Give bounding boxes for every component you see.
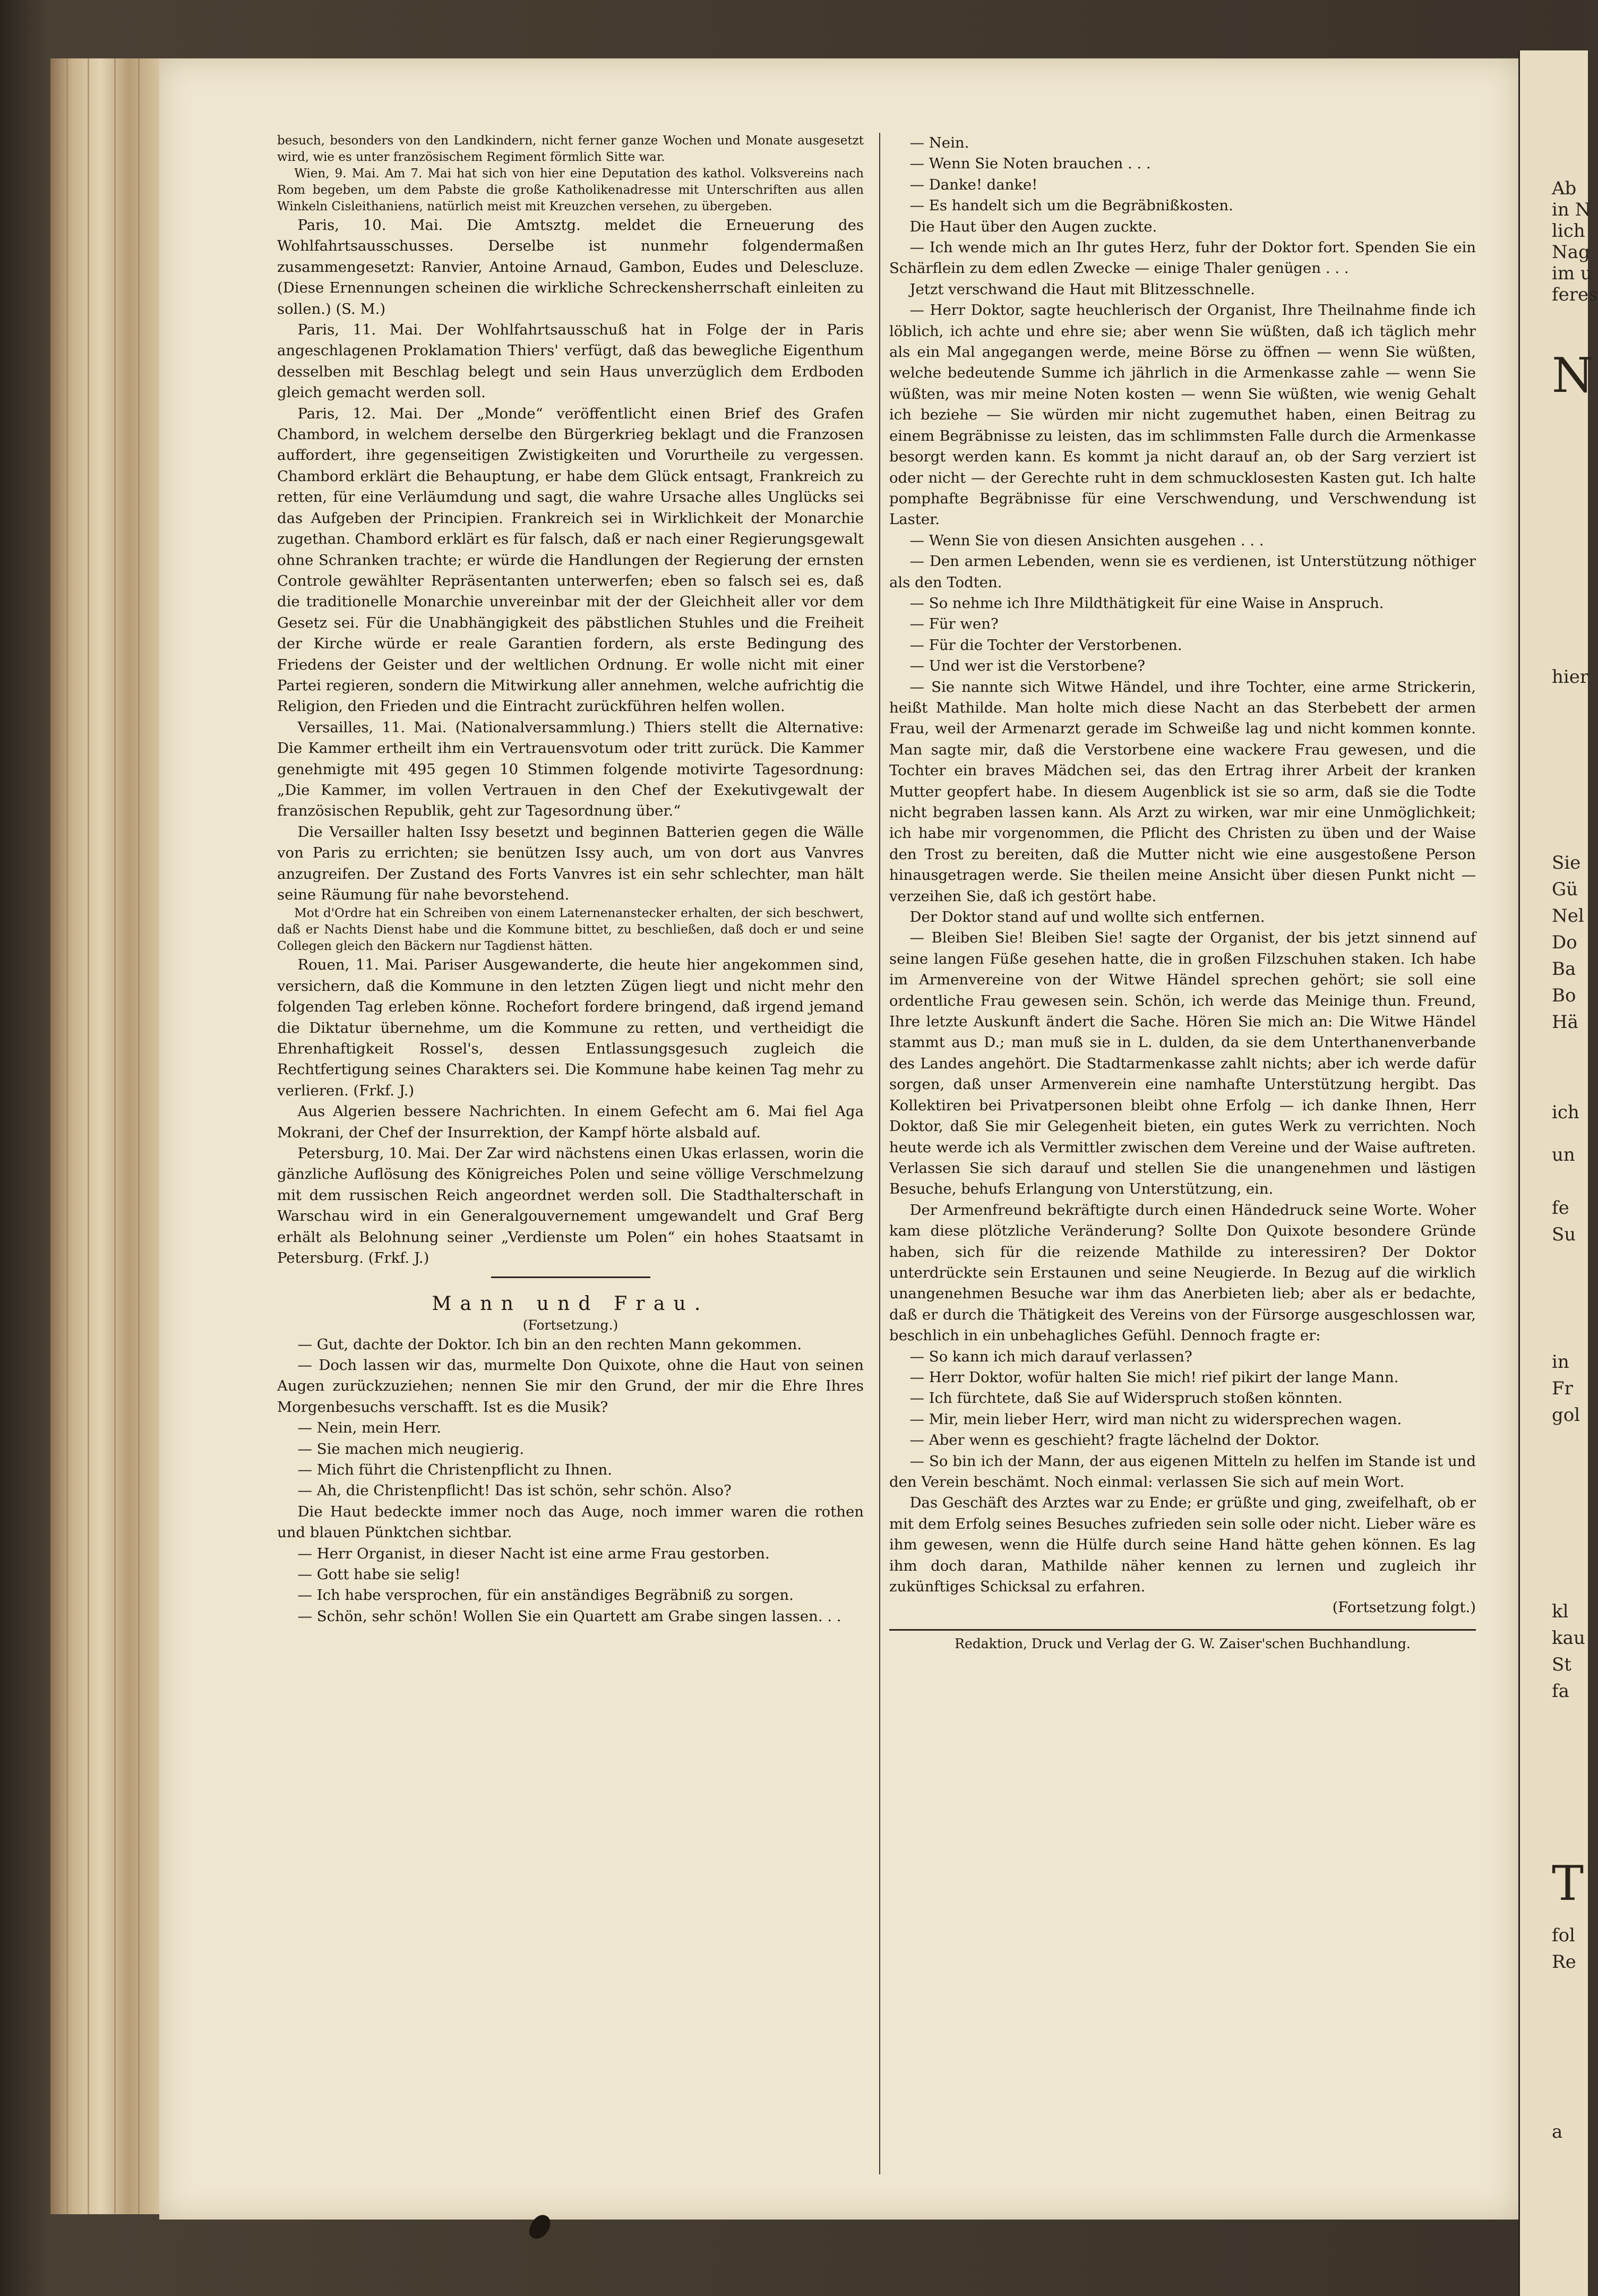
book-spine-edges [50, 58, 162, 2214]
story-paragraph: — Danke! danke! [909, 176, 1038, 193]
story-paragraph: — Wenn Sie Noten brauchen . . . [909, 155, 1151, 173]
fragment: Gü [1552, 879, 1578, 900]
fragment: T [1552, 1856, 1584, 1912]
fragment: kl [1552, 1601, 1569, 1622]
story-paragraph: — Wenn Sie von diesen Ansichten ausgehen . . . [909, 532, 1264, 549]
fragment: gol [1552, 1404, 1580, 1426]
fragment: Hä [1552, 1012, 1578, 1033]
fragment: feres [1552, 284, 1598, 305]
fragment: Do [1552, 932, 1577, 953]
news-item: besuch, besonders von den Landkindern, nicht ferner ganze Wochen und Monate ausgesetzt wird, wie es unter französischem Regiment förmlich Sitte war. [277, 134, 864, 164]
fragment: in N [1552, 199, 1591, 220]
story-paragraph: — Aber wenn es geschieht? fragte lächelnd der Doktor. [909, 1432, 1320, 1449]
fragment: Sie [1552, 852, 1581, 873]
story-paragraph: Die Haut über den Augen zuckte. [909, 218, 1157, 235]
news-item-petersburg: Petersburg, 10. Mai. Der Zar wird nächstens einen Ukas erlassen, worin die gänzliche Auflösung des Königreiches Polen und seine völlige Verschmelzung mit dem russischen Reich angeordnet werden soll. Die Stadthalterschaft in Warschau wird in ein Generalgouvernement umgewandelt und Graf Berg erhält als Belohnung seiner „Verdienste um Polen“ ein hohes Staatsamt in Petersburg. (Frkf. J.) [277, 1145, 864, 1267]
footer-rule [889, 1629, 1476, 1631]
fragment: Nel [1552, 905, 1584, 927]
story-paragraph: — Für wen? [909, 615, 999, 633]
newspaper-page [159, 58, 1518, 2220]
section-divider [491, 1276, 650, 1278]
fragment: a [1552, 2121, 1563, 2143]
story-paragraph: — Doch lassen wir das, murmelte Don Quixote, ohne die Haut von seinen Augen zurückzuziehen; nennen Sie mir den Grund, der mir die Ehre Ihres Morgenbesuchs verschafft. Ist es die Musik? [277, 1356, 864, 1416]
story-paragraph: Das Geschäft des Arztes war zu Ende; er grüßte und ging, zweifelhaft, ob er mit dem Erfolg seines Besuches zufrieden sein solle oder nicht. Lieber wäre es ihm gewesen, wenn die Hülfe durch seine Hand hätte gehen können. Es lag ihm doch daran, Mathilde näher kennen zu lernen und zugleich ihr zukünftiges Schicksal zu erfahren. [889, 1494, 1476, 1596]
story-paragraph: Jetzt verschwand die Haut mit Blitzesschnelle. [909, 280, 1255, 298]
news-item-wien: Wien, 9. Mai. Am 7. Mai hat sich von hier eine Deputation des kathol. Volksvereins nach Rom begeben, um dem Pabste die große Katholikenadresse mit Unterschriften aus allen Winkeln Cisleithaniens, natürlich meist mit Kreuzchen versehen, zu übergeben. [277, 167, 864, 213]
left-column [277, 133, 864, 1627]
imprint: Redaktion, Druck und Verlag der G. W. Zaiser'schen Buchhandlung. [955, 1635, 1411, 1651]
story-paragraph: — Für die Tochter der Verstorbenen. [909, 636, 1182, 654]
fragment: un [1552, 1144, 1575, 1166]
story-subtitle: (Fortsetzung.) [522, 1317, 618, 1333]
story-paragraph: — Sie nannte sich Witwe Händel, und ihre Tochter, eine arme Strickerin, heißt Mathilde. Man holte mich diese Nacht an das Sterbebett der armen Frau, weil der Armenarzt gerade im Schweiße lag und nicht kommen konnte. Man sagte mir, daß die Verstorbene eine wackere Frau gewesen, und die Tochter ein braves Mädchen sei, das den Ertrag ihrer Arbeit der kranken Mutter geopfert habe. In diesem Augenblick ist sie so arm, daß sie die Todte nicht begraben lassen kann. Als Arzt zu wirken, war mir eine Unmöglichkeit; ich habe mir vorgenommen, die Pflicht des Christen zu üben und der Waise den Trost zu bereiten, daß die Mutter nicht wie eine ausgestoßene Person hinausgetragen werde. Sie theilen meine Ansicht über diesen Punkt nicht — verzeihen Sie, daß ich gestört habe. [889, 678, 1476, 905]
story-paragraph: — Den armen Lebenden, wenn sie es verdienen, ist Unterstützung nöthiger als den Todten. [889, 553, 1476, 591]
fragment: fa [1552, 1681, 1569, 1702]
story-paragraph: — Herr Doktor, sagte heuchlerisch der Organist, Ihre Theilnahme finde ich löblich, ich achte und ehre sie; aber wenn Sie wüßten, daß ich täglich mehr als ein Mal angegangen werde, meine Börse zu öffnen — wenn Sie wüßten, welche bedeutende Summe ich jährlich in die Armenkasse zahle — wenn Sie wüßten, was mir meine Noten kosten — wenn Sie wüßten, wie wenig Gehalt ich beziehe — Sie würden mir nicht zugemuthet haben, einen Beitrag zu einem Begräbnisse zu leisten, das im schlimmsten Falle durch die Armenkasse besorgt werden kann. Es kommt ja nicht darauf an, ob der Sarg verziert ist oder nicht — der Gerechte ruht in dem schmucklosesten Kasten gut. Ich halte pomphafte Begräbnisse für eine Verschwendung, und Verschwendung ist Laster. [889, 302, 1476, 528]
news-item-paris-12: Paris, 12. Mai. Der „Monde“ veröffentlicht einen Brief des Grafen Chambord, in welchem derselbe den Bürgerkrieg beklagt und die Franzosen auffordert, ihre gegenseitigen Zwistigkeiten und Vorurtheile zu vergessen. Chambord erklärt die Behauptung, er habe dem Glück entsagt, Frankreich zu retten, für eine Verläumdung und sagt, die wahre Ursache alles Unglücks sei das Aufgeben der Principien. Frankreich sei in Wirklichkeit der Monarchie zugethan. Chambord erklärt es für falsch, daß er nach einer Regierungsgewalt ohne Schranken trachte; er würde die Handlungen der Regierung der ernsten Controle gewählter Repräsentanten unterwerfen; eben so falsch sei es, daß die traditionelle Monarchie unvereinbar mit der der Gleichheit aller vor dem Gesetz sei. Für die Unabhängigkeit des päbstlichen Stuhles und die Freiheit der Kirche würde er reale Garantien fordern, als erste Bedingung des Friedens der Geister und der weltlichen Ordnung. Er wolle nicht mit einer Partei regieren, sondern die Mitwirkung aller annehmen, welche aufrichtig die Religion, den Frieden und die Eintracht zurückführen helfen wollen. [277, 405, 864, 715]
news-item-mot-dordre: Mot d'Ordre hat ein Schreiben von einem Laternenanstecker erhalten, der sich beschwert, daß er Nachts Dienst habe und die Kommune bittet, zu beschließen, daß doch er und seine Collegen gleich den Bäckern nur Tagdienst hätten. [277, 906, 864, 954]
story-paragraph: — Herr Doktor, wofür halten Sie mich! rief pikirt der lange Mann. [909, 1368, 1399, 1386]
fragment: Bo [1552, 985, 1576, 1006]
story-paragraph: Der Doktor stand auf und wollte sich entfernen. [909, 909, 1265, 926]
fragment: St [1552, 1654, 1571, 1675]
fragment: N [1552, 348, 1594, 404]
story-paragraph: — So bin ich der Mann, der aus eigenen Mitteln zu helfen im Stande ist und den Verein beschämt. Noch einmal: verlassen Sie sich auf mein Wort. [889, 1452, 1476, 1490]
continuation-note: (Fortsetzung folgt.) [1332, 1599, 1476, 1616]
story-paragraph: Die Haut bedeckte immer noch das Auge, noch immer waren die rothen und blauen Pünktchen sichtbar. [277, 1503, 864, 1541]
news-item-algerien: Aus Algerien bessere Nachrichten. In einem Gefecht am 6. Mai fiel Aga Mokrani, der Chef der Insurrektion, der Kampf hörte alsbald auf. [277, 1103, 864, 1141]
news-item-rouen: Rouen, 11. Mai. Pariser Ausgewanderte, die heute hier angekommen sind, versichern, daß die Kommune in den letzten Zügen liegt und nicht mehr den folgenden Tag erleben könne. Rochefort fordere bringend, daß irgend jemand die Diktatur übernehme, um die Kommune zu retten, und vertheidigt die Ehrenhaftigkeit Rossel's, dessen Entlassungsgesuch zugleich die Rechtfertigung seines Charakters sei. Die Kommune habe keinen Tag mehr zu verlieren. (Frkf. J.) [277, 956, 864, 1099]
news-item-paris-11: Paris, 11. Mai. Der Wohlfahrtsausschuß hat in Folge der in Paris angeschlagenen Proklamation Thiers' verfügt, daß das bewegliche Eigenthum desselben mit Beschlag belegt und sein Haus unverzüglich dem Erdboden gleich gemacht werden soll. [277, 321, 864, 401]
story-paragraph: — Ich fürchtete, daß Sie auf Widerspruch stoßen könnten. [909, 1390, 1343, 1407]
story-paragraph: — Ah, die Christenpflicht! Das ist schön, sehr schön. Also? [297, 1482, 732, 1500]
story-paragraph: — Gut, dachte der Doktor. Ich bin an den rechten Mann gekommen. [297, 1335, 802, 1353]
story-paragraph: — Nein. [909, 134, 969, 151]
fragment: Ab [1552, 178, 1577, 199]
story-paragraph: — Sie machen mich neugierig. [297, 1440, 525, 1458]
fragment: in [1552, 1351, 1569, 1373]
fragment: hier [1552, 666, 1589, 688]
right-column [889, 133, 1476, 1653]
story-paragraph: — Mir, mein lieber Herr, wird man nicht zu widersprechen wagen. [909, 1410, 1402, 1428]
fragment: Re [1552, 1951, 1576, 1973]
fragment: Nag [1552, 242, 1590, 263]
column-rule [879, 133, 880, 2174]
story-paragraph: — Ich wende mich an Ihr gutes Herz, fuhr der Doktor fort. Spenden Sie ein Schärflein zu dem edlen Zwecke — einige Thaler genügen . . . [889, 239, 1476, 277]
fragment: ich [1552, 1102, 1579, 1123]
fragment: fol [1552, 1925, 1575, 1946]
story-paragraph: — Es handelt sich um die Begräbnißkosten. [909, 197, 1233, 215]
story-paragraph: — Gott habe sie selig! [297, 1565, 461, 1583]
fragment: kau [1552, 1627, 1585, 1649]
fragment: Ba [1552, 958, 1576, 980]
news-item-paris-10: Paris, 10. Mai. Die Amtsztg. meldet die Erneuerung des Wohlfahrtsausschusses. Derselbe ist nunmehr folgendermaßen zusammengesetzt: Ranvier, Antoine Arnaud, Gambon, Eudes und Delescluze. (Diese Ernennungen scheinen die wirkliche Schreckensherrschaft einleiten zu sollen.) (S. M.) [277, 217, 864, 318]
adjacent-page-edge [1518, 50, 1598, 2296]
news-item-versailles: Versailles, 11. Mai. (Nationalversammlung.) Thiers stellt die Alternative: Die Kammer ertheilt ihm ein Vertrauensvotum oder tritt zurück. Die Kammer genehmigte mit 495 gegen 10 Stimmen folgende motivirte Tagesordnung: „Die Kammer, im vollen Vertrauen in den Chef der Exekutivgewalt der französischen Republik, geht zur Tagesordnung über.“ [277, 718, 864, 820]
story-paragraph: — Und wer ist die Verstorbene? [909, 657, 1146, 675]
story-paragraph: — Bleiben Sie! Bleiben Sie! sagte der Organist, der bis jetzt sinnend auf seine langen Füße gesehen hatte, die in großen Filzschuhen staken. Ich habe im Armenvereine von der Witwe Händel sprechen gehört; sie soll eine ordentliche Frau gewesen sein. Schön, ich werde das Meinige thun. Freund, Ihre letzte Auskunft ändert die Sache. Hören Sie mich an: Die Witwe Händel stammt aus D.; man muß sie in L. dulden, da sie dem Unterthanenverbande des Landes angehört. Die Stadtarmenkasse zahlt nichts; aber ich werde dafür sorgen, daß unser Armenverein eine namhafte Unterstützung hergibt. Das Kollektiren bei Privatpersonen bleibt ohne Erfolg — ich danke Ihnen, Herr Doktor, daß Sie mir Gelegenheit bieten, ein gutes Werk zu verrichten. Noch heute werde ich als Vermittler zwischen dem Vereine und der Waise auftreten. Verlassen Sie sich darauf und stellen Sie die unangenehmen und lästigen Besuche, behufs Erlangung von Unterstützung, ein. [889, 929, 1476, 1198]
story-paragraph: Der Armenfreund bekräftigte durch einen Händedruck seine Worte. Woher kam diese plötzliche Veränderung? Sollte Don Quixote besondere Gründe haben, sich für die reizende Mathilde zu interessiren? Der Doktor unterdrückte sein Erstaunen und seine Neugierde. In Bezug auf die wirklich unangenehmen Besuche war ihm das Anerbieten lieb; aber als er bedachte, daß er durch die Thätigkeit des Vereins von der Fürsorge ausgeschlossen war, beschlich in ein unbehagliches Gefühl. Dennoch fragte er: [889, 1201, 1476, 1344]
story-title: Mann und Frau. [432, 1292, 709, 1315]
fragment: fe [1552, 1197, 1569, 1219]
story-paragraph: — Ich habe versprochen, für ein anständiges Begräbniß zu sorgen. [297, 1587, 794, 1604]
fragment: Su [1552, 1224, 1576, 1245]
story-paragraph: — Schön, sehr schön! Wollen Sie ein Quartett am Grabe singen lassen. . . [297, 1607, 841, 1625]
news-item-versailles-cont: Die Versailler halten Issy besetzt und beginnen Batterien gegen die Wälle von Paris zu errichten; sie benützen Issy auch, um von dort aus Vanvres anzugreifen. Der Zustand des Forts Vanvres ist ein sehr schlechter, man hält seine Räumung für nahe bevorstehend. [277, 823, 864, 903]
story-paragraph: — So nehme ich Ihre Mildthätigkeit für eine Waise in Anspruch. [909, 594, 1384, 612]
story-paragraph: — So kann ich mich darauf verlassen? [909, 1348, 1192, 1365]
story-paragraph: — Mich führt die Christenpflicht zu Ihnen. [297, 1461, 612, 1478]
fragment: lich [1552, 220, 1585, 242]
fragment: im u [1552, 263, 1592, 284]
story-paragraph: — Herr Organist, in dieser Nacht ist eine arme Frau gestorben. [297, 1545, 770, 1562]
fragment: Fr [1552, 1378, 1573, 1399]
story-paragraph: — Nein, mein Herr. [297, 1419, 441, 1437]
